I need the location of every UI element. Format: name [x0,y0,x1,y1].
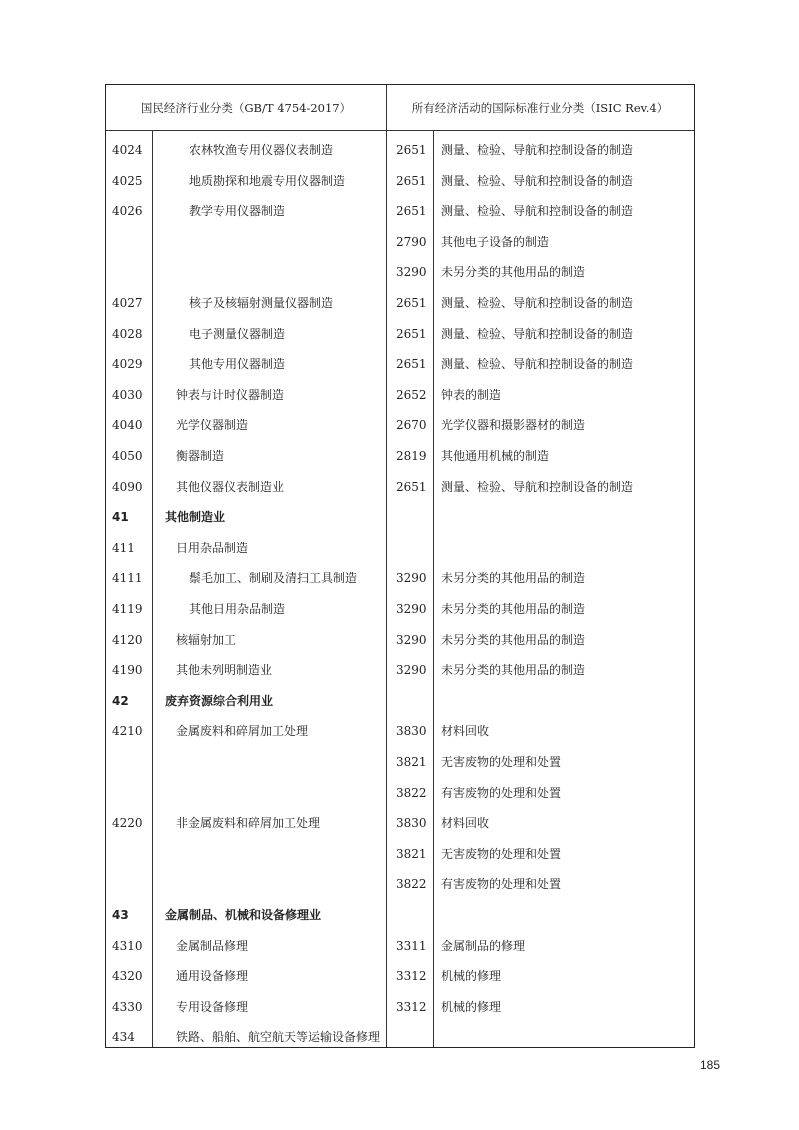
gbt-code: 4119 [112,602,143,616]
gbt-code: 43 [112,908,129,922]
gbt-name: 其他制造业 [165,510,226,525]
gbt-code: 4030 [112,387,143,402]
isic-name: 其他电子设备的制造 [441,234,550,249]
isic-code: 3830 [396,816,427,831]
isic-name: 测量、检验、导航和控制设备的制造 [441,357,634,372]
gbt-code: 42 [112,693,129,708]
isic-code: 2651 [396,479,427,494]
gbt-name: 教学专用仪器制造 [189,204,286,219]
isic-code: 3312 [396,999,427,1014]
isic-code: 3290 [396,571,427,586]
column-divider-isic-code [433,131,434,1047]
isic-name: 机械的修理 [441,969,502,984]
isic-code: 2651 [396,143,427,157]
isic-code: 3830 [396,724,427,739]
gbt-code: 4028 [112,326,143,341]
isic-name: 未另分类的其他用品的制造 [441,663,586,678]
isic-name: 测量、检验、导航和控制设备的制造 [441,479,634,494]
column-divider-code [152,131,153,1047]
gbt-name: 地质勘探和地震专用仪器制造 [189,173,346,188]
isic-code: 2790 [396,234,427,249]
gbt-name: 非金属废料和碎屑加工处理 [176,816,321,831]
gbt-code: 4310 [112,938,143,953]
isic-code: 2651 [396,326,427,341]
isic-name: 测量、检验、导航和控制设备的制造 [441,326,634,341]
gbt-name: 其他仪器仪表制造业 [176,479,285,494]
isic-code: 3311 [396,938,427,953]
gbt-name: 衡器制造 [176,449,225,463]
isic-code: 2651 [396,173,427,188]
gbt-code: 4190 [112,663,143,678]
gbt-name: 金属制品、机械和设备修理业 [165,908,322,922]
gbt-code: 4027 [112,296,143,310]
isic-code: 3312 [396,969,427,984]
gbt-code: 434 [112,1030,135,1045]
gbt-code: 4029 [112,357,143,372]
gbt-name: 专用设备修理 [176,999,249,1014]
gbt-name: 电子测量仪器制造 [189,326,286,341]
isic-name: 未另分类的其他用品的制造 [441,571,586,586]
isic-code: 3822 [396,877,427,892]
gbt-name: 其他未列明制造业 [176,663,273,678]
isic-code: 2651 [396,296,427,310]
isic-code: 2651 [396,204,427,219]
gbt-code: 4026 [112,204,143,219]
isic-code: 3290 [396,265,427,280]
header-gbt: 国民经济行业分类（GB/T 4754-2017） [140,101,352,115]
isic-name: 有害废物的处理和处置 [441,785,562,800]
isic-name: 未另分类的其他用品的制造 [441,265,586,280]
isic-code: 3822 [396,785,427,800]
isic-name: 未另分类的其他用品的制造 [441,602,586,616]
gbt-name: 铁路、船舶、航空航天等运输设备修理 [176,1030,381,1045]
gbt-name: 核辐射加工 [176,632,237,647]
gbt-name: 其他日用杂品制造 [189,602,286,616]
isic-code: 3290 [396,632,427,647]
column-divider-main [386,85,387,1047]
gbt-name: 日用杂品制造 [176,540,249,555]
isic-code: 2819 [396,449,427,463]
isic-code: 3290 [396,602,427,616]
isic-name: 测量、检验、导航和控制设备的制造 [441,204,634,219]
isic-name: 机械的修理 [441,999,502,1014]
page-number: 185 [700,1058,721,1072]
gbt-code: 411 [112,540,135,555]
gbt-code: 4090 [112,479,143,494]
gbt-name: 光学仪器制造 [176,418,249,433]
isic-code: 3821 [396,846,427,861]
gbt-code: 4111 [112,571,143,586]
gbt-name: 金属废料和碎屑加工处理 [176,724,309,739]
gbt-name: 金属制品修理 [176,938,249,953]
isic-name: 测量、检验、导航和控制设备的制造 [441,173,634,188]
isic-code: 2670 [396,418,427,433]
gbt-code: 4120 [112,632,143,647]
isic-name: 光学仪器和摄影器材的制造 [441,418,586,433]
gbt-name: 钟表与计时仪器制造 [176,387,285,402]
isic-code: 3290 [396,663,427,678]
gbt-code: 4220 [112,816,143,831]
gbt-name: 核子及核辐射测量仪器制造 [189,296,334,310]
gbt-code: 4330 [112,999,143,1014]
isic-name: 钟表的制造 [441,387,502,402]
isic-name: 材料回收 [441,724,490,739]
gbt-code: 4040 [112,418,143,433]
gbt-code: 4320 [112,969,143,984]
header-isic: 所有经济活动的国际标准行业分类（ISIC Rev.4） [411,101,669,115]
isic-code: 2651 [396,357,427,372]
gbt-code: 4025 [112,173,143,188]
gbt-name: 鬃毛加工、制刷及清扫工具制造 [189,571,358,586]
isic-name: 未另分类的其他用品的制造 [441,632,586,647]
gbt-name: 通用设备修理 [176,969,249,984]
isic-code: 2652 [396,387,427,402]
gbt-code: 41 [112,510,129,525]
isic-name: 测量、检验、导航和控制设备的制造 [441,296,634,310]
isic-name: 有害废物的处理和处置 [441,877,562,892]
gbt-name: 其他专用仪器制造 [189,357,286,372]
isic-name: 其他通用机械的制造 [441,449,550,463]
isic-name: 金属制品的修理 [441,938,526,953]
isic-name: 测量、检验、导航和控制设备的制造 [441,143,634,157]
gbt-code: 4050 [112,449,143,463]
isic-name: 无害废物的处理和处置 [441,755,562,769]
isic-code: 3821 [396,755,427,769]
gbt-name: 农林牧渔专用仪器仪表制造 [189,143,334,157]
gbt-code: 4210 [112,724,143,739]
gbt-code: 4024 [112,143,143,157]
gbt-name: 废弃资源综合利用业 [165,693,274,708]
isic-name: 无害废物的处理和处置 [441,846,562,861]
isic-name: 材料回收 [441,816,490,831]
classification-table [105,84,695,1048]
